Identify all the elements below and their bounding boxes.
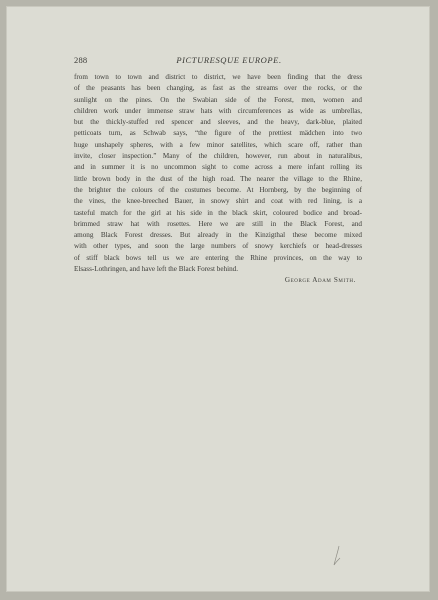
text-line: among Black Forest dresses. But already in the Kinzigthal these become mixed: [74, 231, 362, 240]
page-header: [74, 55, 362, 69]
running-title: PICTURESQUE EUROPE.: [176, 55, 282, 65]
text-line: and in summer it is no uncommon sight to come across a mere infant rolling its: [74, 163, 362, 172]
text-line: with other types, and soon the large numbers of snowy kerchiefs or head-dresses: [74, 242, 362, 251]
text-line: of the peasants has been changing, as fast as the streams over the rocks, or the: [74, 84, 362, 93]
text-line: tasteful match for the girl at his side in the black skirt, coloured bodice and broad-: [74, 208, 362, 217]
page-number: 288: [74, 55, 88, 65]
text-line: the vines, the knee-breeched Bauer, in snowy shirt and coat with red lining, is a: [74, 197, 362, 206]
text-line: brimmed straw hat with rosettes. Here we are still in the Black Forest, and: [74, 219, 362, 228]
body-text: [74, 72, 362, 287]
text-line: sunlight on the pines. On the Swabian side of the Forest, men, women and: [74, 95, 362, 104]
text-line: Elsass-Lothringen, and have left the Black Forest behind.: [74, 265, 238, 274]
text-line: children work under immense straw hats with circumferences as wide as umbrellas,: [74, 106, 362, 115]
text-line: invite, closer inspection.” Many of the children, however, run about in naturalibus,: [74, 152, 362, 161]
text-line: little brown body in the dust of the high road. The nearer the village to the Rhine,: [74, 174, 362, 183]
text-line: but the thickly-stuffed red spencer and sleeves, and the heavy, dark-blue, plaited: [74, 118, 362, 127]
author-signature: George Adam Smith.: [284, 276, 356, 285]
text-line: the brighter the colours of the costumes become. At Hornberg, by the beginning of: [74, 185, 362, 194]
text-line: from town to town and district to district, we have been finding that the dress: [74, 73, 362, 81]
text-line: of stiff black bows tell us we are entering the Rhine provinces, on the way to: [74, 253, 362, 262]
text-line: petticoats turn, as Schwab says, “the figure of the prettiest mädchen into two: [74, 129, 362, 138]
text-line: huge unshapely spheres, with a few minor satellites, which scare off, rather than: [74, 140, 362, 149]
pencil-mark: [330, 545, 344, 567]
